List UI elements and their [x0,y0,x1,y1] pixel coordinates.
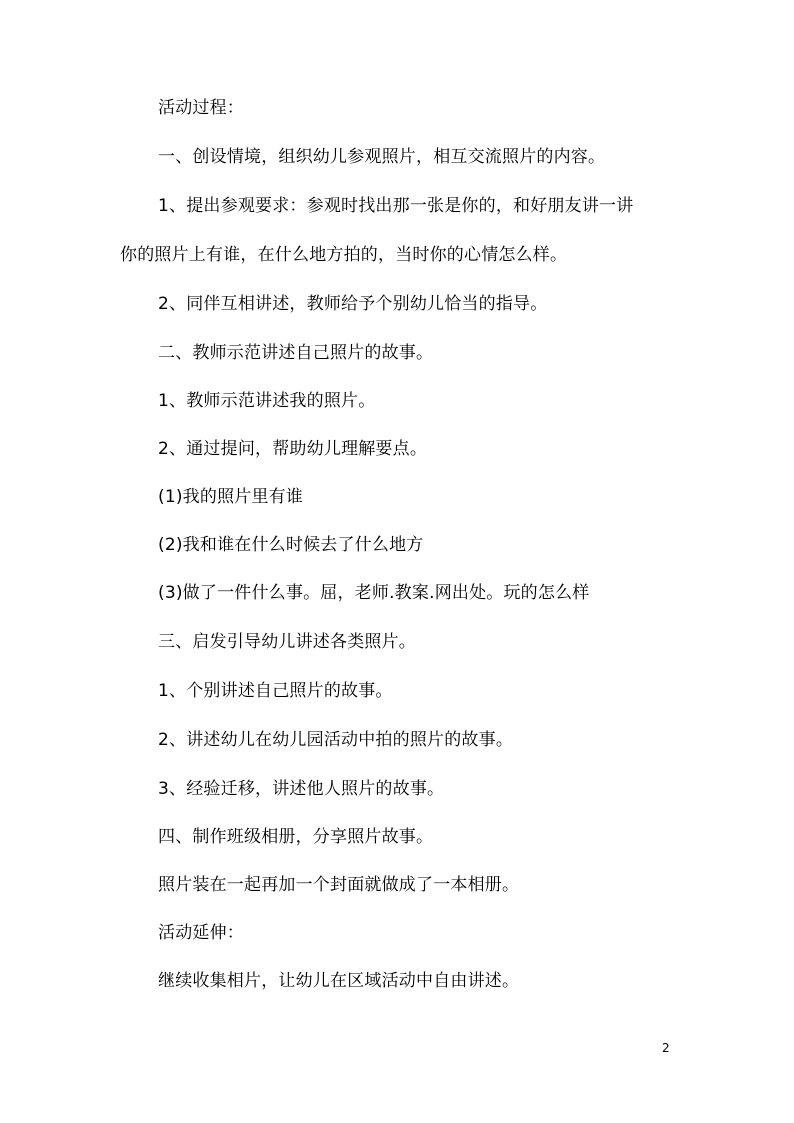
paragraph-line-continued: 你的照片上有谁，在什么地方拍的，当时你的心情怎么样。 [120,245,568,265]
section-heading-activity-process: 活动过程： [158,98,244,118]
step-one-heading: 一、创设情境，组织幼儿参观照片，相互交流照片的内容。 [158,147,606,167]
step-three-heading: 三、启发引导幼儿讲述各类照片。 [158,632,416,652]
step-two-heading: 二、教师示范讲述自己照片的故事。 [158,343,434,363]
page-number: 2 [662,1041,670,1055]
paragraph-line: 继续收集相片，让幼儿在区域活动中自由讲述。 [158,971,520,991]
paragraph-line: 1、个别讲述自己照片的故事。 [158,681,393,701]
step-four-heading: 四、制作班级相册，分享照片故事。 [158,827,434,847]
paragraph-line: 3、经验迁移，讲述他人照片的故事。 [158,779,445,799]
paragraph-line: 2、讲述幼儿在幼儿园活动中拍的照片的故事。 [158,730,514,750]
paragraph-line: 1、提出参观要求：参观时找出那一张是你的，和好朋友讲一讲 [158,196,634,216]
list-item: (2)我和谁在什么时候去了什么地方 [158,535,424,555]
paragraph-line: 照片装在一起再加一个封面就做成了一本相册。 [158,875,520,895]
list-item: (1)我的照片里有谁 [158,487,304,507]
section-heading-activity-extension: 活动延伸： [158,923,244,943]
paragraph-line: 1、教师示范讲述我的照片。 [158,391,376,411]
list-item: (3)做了一件什么事。屈，老师.教案.网出处。玩的怎么样 [158,583,590,603]
paragraph-line: 2、同伴互相讲述，教师给予个别幼儿恰当的指导。 [158,294,548,314]
paragraph-line: 2、通过提问，帮助幼儿理解要点。 [158,439,428,459]
